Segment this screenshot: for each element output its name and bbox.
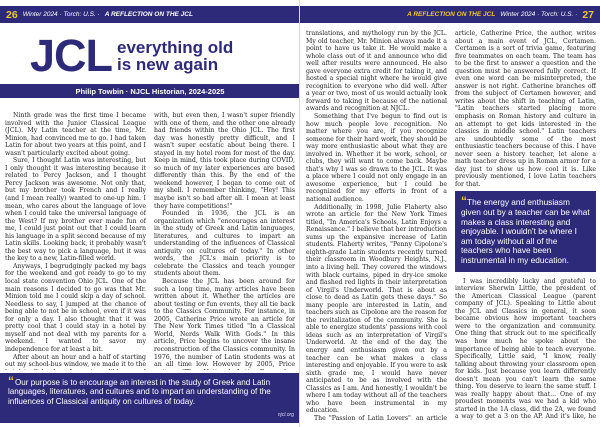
right-page-header [300,6,600,23]
title-jcl: JCL [30,30,113,81]
paragraph: Because the JCL has been around for such a long time, many articles have been written about it. Whether the articles are about testing or fun events, they all tie back to the Classics Community. For instance, in 2005, Catherine Price wrote an article for The New York Times titled "In a Classical World, Nerds Walk With Gods." In this article, Price begins to uncover the insane reconstruction of the Classics community. In 1976, the number of Latin students was at an all time low. However by 2005, Price [154,278,295,369]
author-byline: Philip Towbin · NJCL Historian, 2024-2025 [0,84,300,98]
pull-quote-text: The energy and enthusiasm given out by a teacher can be what makes a class interesting and enjoyable. I wouldn't be where I am today without all of the teachers who have been instrumental in my education. [461,197,590,266]
tagline-line-1-text: everything old [117,38,234,57]
right-column-1 [306,30,447,420]
left-column-1 [5,112,146,370]
left-column-2 [154,112,295,370]
pull-quote-left [0,373,300,423]
paragraph: Founded in 1936, the JCL is an organization which "encourages an interest in the study of Greek and Latin languages, literatures, and cultures to impart an understanding of the influences of Classical antiquity on cultures of today." In other words, the JCL's main priority is to celebrate the Classics and teach younger students about them. [154,210,295,278]
paragraph: Additionally, in 1998, Julie Flaherty also wrote an article for the New York Times titled, "In America's Schools, Latin Enjoys a Renaissance." I believe that her introduction sums up the expansive increase of Latin students. Flaherty writes, "Penny Cipolone's eighth-grade Latin students recently turned their classroom in Woodbury Heights, N.J., into a living hell. They covered the windows with black curtains, piped in dry-ice smoke and flashed red lights in their interpretation of Virgil's Underworld. That is about as close to dead as Latin gets these days." So many people are interested in Latin, and teachers such as Cipolone are the reason for the revitalization of the community. She is able to energize students' passions with cool ideas such as an interpretation of Virgil's Underworld. At the end of the day, the energy and enthusiasm given out by a teacher can be what makes a class interesting and enjoyable. If you were to ask sixth grade me, I would have never anticipated to be as involved with the Classics as I am. And honestly, I wouldn't be where I am today without all of the teachers who have been instrumental in my education. [306,203,447,415]
paragraph: Sure, I thought Latin was interesting, but I only thought it was interesting because it related to Percy Jackson, and I thought Percy Jackson was awesome. Not only that, but my brother took French and I really (and I mean really) wanted to one-up him. I mean, who cares about the language of love when I could take the universal language of the West? If my brother ever made fun of me, I could just point out that I could learn his language in a split second because of my Latin skills. Looking back, it probably wasn't the best way to pick a language, but it was the key to a new, Latin-filled world. [5,157,146,263]
paragraph: Anyways, I begrudgingly packed my bags for the weekend and got ready to go to my local state convention Ohio JCL. One of the main reasons I decided to go was that Mr. Minion told me I could skip a day of school. Needless to say, I jumped at the chance of being able to not be in school, even if it was for only a day. I also thought that it was pretty cool that I could stay in a hotel by myself and not deal with my parents for a weekend. I wanted to savor my independence for at least a bit. [5,262,146,353]
right-column-2 [455,30,596,420]
paragraph: After about an hour and a half of starting out my school-bus window, we made it to the [5,353,146,369]
right-page [300,0,600,427]
quote-mark-icon: “ [8,374,14,388]
pull-quote-text: Our purpose is to encourage an interest in the study of Greek and Latin languages, literatures, and cultures and to impart an understanding of the influences of Classical antiquity on cultures of today. [8,378,271,406]
paragraph: with, but even then, I wasn't super friendly with one of them, and the other one already had friends within the Ohio JCL. The first day was honestly pretty difficult, and I wasn't super ecstatic about being there. I stayed in my hotel room for most of the day. Keep in mind, this took place during COVID, so much of my later experiences are based differently than this. By the end of the weekend however, I began to come out of my shell. I remember thinking, "Hey! This maybe isn't so bad after all. I mean at least they have competitions!" [154,112,295,210]
issue-label: Winter 2024 · Torch: U.S. · [500,11,578,18]
tagline-line-2 [117,56,233,73]
page-number: 27 [582,8,594,21]
pull-quote-source: njcl.org [277,411,294,418]
paragraph: Ninth grade was the first time I became involved with the Junior Classical League (JCL). My Latin teacher at the time, Mr. Minion, had convinced me to go. I had taken Latin for about two years at this point, and I wasn't particularly excited about going. [5,112,146,157]
paragraph: article, Catherine Price, the author, writes about a main event of JCL, Certamen. Certamen is a sort of trivia game, featuring five teammates on each team. The team has to be the first to answer a question and the question must be answered fully correct. If even one word can be misinterpreted, the answer is not right. Catherine branches off from the subject of Certamen however, and writes about the shift in teaching of Latin, "Latin teachers started placing more emphasis on Roman history and culture in an attempt to get kids interested in the classics in middle school." Latin teachers are undoubtedly some of the most enthusiastic teachers because of this. I have never seen a history teacher, let alone a math teacher dress up in Roman armor for a day just to show us how cool it is. Like previously mentioned, I love Latin teachers for that. [455,30,596,188]
paragraph: I was incredibly lucky and grateful to interview Sherwin Little, the president of the American Classical League (parent company of JCL). Speaking to Little about the JCL and Classics in general, it soon became obvious how important teachers were to the organization and community. One thing that struck out to me specifically was how much he spoke about the importance of being able to teach everyone. Specifically, Little said, "I know, really talking about throwing your classroom open for kids. Just because you learn differently doesn't mean you can't learn the same thing. You deserve to learn the same stuff. I was really happy about that... One of my proudest moments was we had a kid who started in the 1A class, did the 2A, we found a way to get a 3 on the AP. And it's like, he [455,277,596,420]
section-label: A REFLECTION ON THE JCL [407,11,496,18]
tagline-line-1 [117,39,233,56]
section-label: A REFLECTION ON THE JCL [104,11,193,18]
article-title [30,30,234,81]
right-column-2-bottom [455,278,596,420]
paragraph: translations, and mythology run by the JCL. My old teacher, Mr. Minion always made it a point to have us take it. He would make a whole class out of it and announce who did well after results were announced. He also gave everyone extra credit for taking it, and hosted a special night where he would give recognition to everyone who did well. After a year or two, most of us would actually look forward to taking it because of the national awards and recognition at NJCL. [306,30,447,113]
title-tagline [117,39,233,73]
left-page-header [0,6,300,23]
right-page-columns [306,30,596,420]
paragraph: Something that I've begun to find out is how much people love recognition. No matter where you are, if you recognize someone for their hard work, they should be way more enthusiastic about what they are involved in. Whether it be work, school, or clubs, they will want to come back. Maybe that's why I was so drawn to the JCL. It was a place where I could not only engage in an awesome experience, but I could be recognized for my efforts in front of a national audience. [306,113,447,204]
issue-label: Winter 2024 · Torch: U.S. · [22,11,100,18]
page-number: 26 [6,8,18,21]
left-page-columns [5,112,295,370]
quote-mark-icon: “ [461,194,467,209]
right-column-2-top [455,30,596,188]
tagline-line-2-text: is new again [117,55,219,74]
paragraph: The "Passion of Latin Lovers", an article [314,414,447,420]
pull-quote-right [455,191,596,271]
